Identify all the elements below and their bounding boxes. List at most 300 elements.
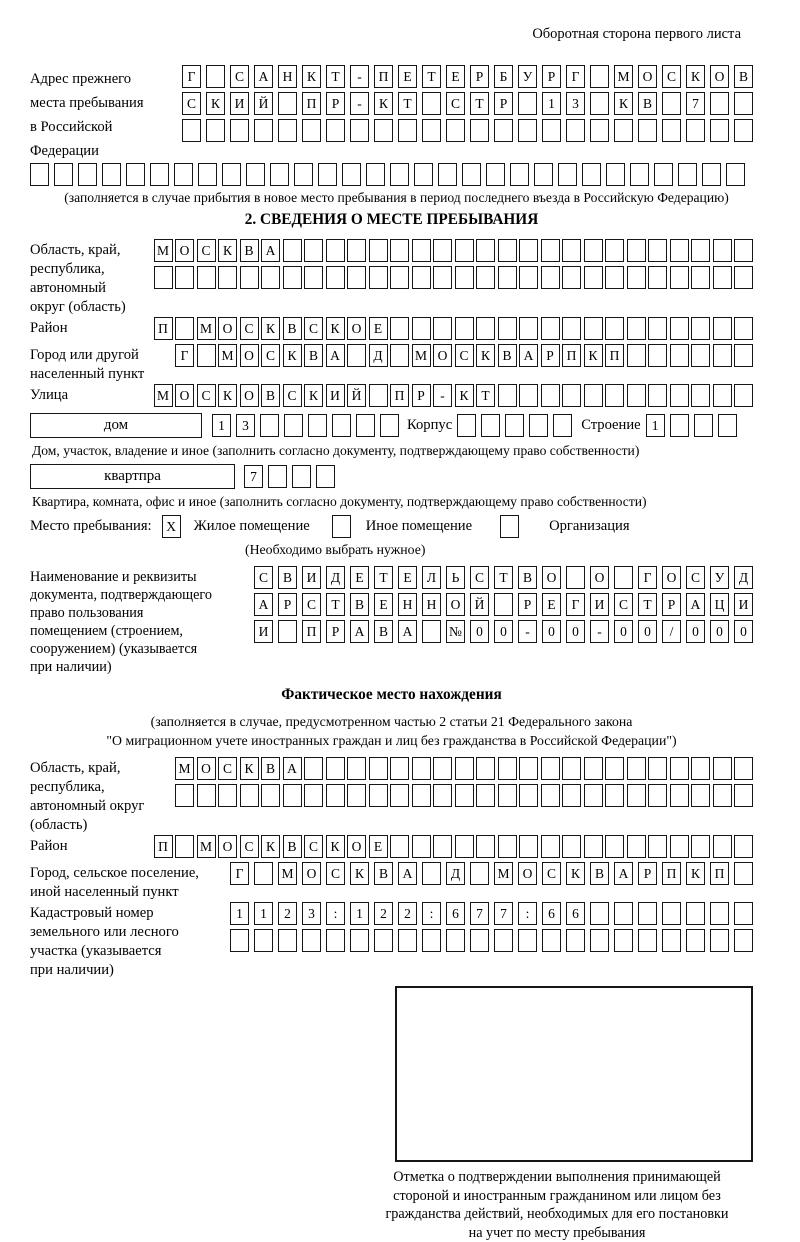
char-box	[78, 163, 97, 186]
char-box	[433, 757, 452, 780]
char-box: В	[498, 344, 517, 367]
char-box	[54, 163, 73, 186]
label-line: населенный пункт	[30, 365, 144, 384]
char-box: Р	[662, 593, 681, 616]
char-box	[734, 119, 753, 142]
char-box	[713, 317, 732, 340]
char-box	[326, 784, 345, 807]
char-box: 2	[374, 902, 393, 925]
char-box	[455, 239, 474, 262]
char-box	[662, 119, 681, 142]
char-box: К	[240, 757, 259, 780]
char-box: 0	[566, 620, 585, 643]
char-box	[332, 414, 351, 437]
char-box: С	[662, 65, 681, 88]
char-box-row	[182, 92, 753, 115]
char-box	[433, 835, 452, 858]
char-box	[206, 65, 225, 88]
char-box	[476, 239, 495, 262]
label-line: сооружением) (указывается	[30, 640, 212, 658]
char-box: К	[302, 65, 321, 88]
char-box	[734, 239, 753, 262]
char-box	[734, 317, 753, 340]
char-box: М	[154, 239, 173, 262]
char-box	[562, 784, 581, 807]
char-box: Н	[278, 65, 297, 88]
char-box: С	[261, 344, 280, 367]
char-box	[390, 266, 409, 289]
stamp-area	[395, 986, 753, 1162]
label-line: автономный	[30, 279, 126, 298]
char-box: В	[638, 92, 657, 115]
char-box	[582, 163, 601, 186]
char-box: П	[605, 344, 624, 367]
label-line: Адрес прежнего	[30, 67, 144, 91]
char-box: К	[686, 65, 705, 88]
char-box	[350, 929, 369, 952]
char-box: И	[254, 620, 273, 643]
char-box	[261, 784, 280, 807]
char-box	[446, 929, 465, 952]
char-box	[734, 862, 753, 885]
char-box: К	[326, 317, 345, 340]
char-box: Т	[494, 566, 513, 589]
char-box	[718, 414, 737, 437]
char-box	[590, 65, 609, 88]
char-box	[455, 317, 474, 340]
region3-label	[30, 757, 144, 835]
char-box: М	[197, 317, 216, 340]
char-box	[197, 266, 216, 289]
char-box	[662, 929, 681, 952]
char-box	[206, 119, 225, 142]
city3-label	[30, 862, 199, 902]
char-box	[222, 163, 241, 186]
char-box: Г	[230, 862, 249, 885]
char-box	[691, 757, 710, 780]
char-box	[605, 757, 624, 780]
char-box	[278, 92, 297, 115]
char-box: В	[374, 620, 393, 643]
char-box: У	[710, 566, 729, 589]
char-box: Д	[369, 344, 388, 367]
char-box	[691, 344, 710, 367]
char-box: :	[518, 902, 537, 925]
document-row	[30, 566, 753, 676]
char-box: Б	[494, 65, 513, 88]
char-box: Р	[470, 65, 489, 88]
char-box: Т	[476, 384, 495, 407]
char-box: О	[218, 835, 237, 858]
char-box	[102, 163, 121, 186]
city-row	[30, 344, 753, 384]
char-box	[648, 757, 667, 780]
char-box	[734, 835, 753, 858]
char-box	[584, 835, 603, 858]
char-box	[605, 239, 624, 262]
char-box: Г	[182, 65, 201, 88]
char-box	[398, 119, 417, 142]
char-box	[562, 317, 581, 340]
char-box	[734, 92, 753, 115]
char-box	[710, 92, 729, 115]
char-box: Й	[254, 92, 273, 115]
char-box: 3	[566, 92, 585, 115]
char-box: А	[398, 862, 417, 885]
char-box: 0	[494, 620, 513, 643]
char-box	[218, 266, 237, 289]
char-box	[605, 317, 624, 340]
char-box	[627, 835, 646, 858]
char-box	[670, 344, 689, 367]
char-box	[326, 929, 345, 952]
char-box: С	[230, 65, 249, 88]
char-box	[498, 757, 517, 780]
char-box: П	[390, 384, 409, 407]
char-box	[605, 835, 624, 858]
char-box	[455, 266, 474, 289]
char-box: Т	[326, 65, 345, 88]
char-box	[246, 163, 265, 186]
char-box	[713, 835, 732, 858]
char-box	[350, 119, 369, 142]
char-box	[590, 92, 609, 115]
char-box	[648, 266, 667, 289]
char-box: Р	[494, 92, 513, 115]
char-box: А	[614, 862, 633, 885]
page-side-note: Оборотная сторона первого листа	[30, 26, 741, 43]
char-box: С	[240, 317, 259, 340]
char-box	[662, 902, 681, 925]
char-box: М	[175, 757, 194, 780]
char-box	[519, 757, 538, 780]
label-line: Город или другой	[30, 346, 144, 365]
char-box	[230, 119, 249, 142]
char-box: Е	[350, 566, 369, 589]
char-box	[648, 835, 667, 858]
char-box	[412, 784, 431, 807]
char-box: В	[304, 344, 323, 367]
caption-line: на учет по месту пребывания	[361, 1224, 753, 1242]
char-box	[606, 163, 625, 186]
char-box: 1	[212, 414, 231, 437]
checkbox-residential: X	[162, 515, 181, 538]
char-box: А	[686, 593, 705, 616]
char-box: О	[590, 566, 609, 589]
char-box: К	[261, 317, 280, 340]
char-box	[326, 266, 345, 289]
char-box: М	[494, 862, 513, 885]
char-box: П	[562, 344, 581, 367]
char-box: П	[154, 317, 173, 340]
char-box: К	[584, 344, 603, 367]
char-box	[713, 384, 732, 407]
char-box: Д	[446, 862, 465, 885]
label-line: округ (область)	[30, 298, 126, 317]
char-box: 0	[542, 620, 561, 643]
char-box	[304, 784, 323, 807]
char-box-row	[154, 239, 754, 262]
house-note: Дом, участок, владение и иное (заполнить согласно документу, подтверждающему право собственности)	[32, 443, 753, 459]
region-boxes	[154, 239, 754, 293]
char-box: М	[218, 344, 237, 367]
char-box: 1	[646, 414, 665, 437]
char-box: 3	[236, 414, 255, 437]
apartment-note: Квартира, комната, офис и иное (заполнить согласно документу, подтверждающему право собственности)	[32, 494, 753, 510]
char-box: Т	[422, 65, 441, 88]
char-box-row	[230, 862, 753, 885]
char-box	[347, 266, 366, 289]
char-box	[627, 384, 646, 407]
char-box	[240, 784, 259, 807]
char-box	[369, 384, 388, 407]
char-box	[398, 929, 417, 952]
char-box-row-full	[30, 163, 753, 186]
char-box: В	[518, 566, 537, 589]
char-box	[542, 119, 561, 142]
label-line: республика,	[30, 778, 144, 797]
char-box	[240, 266, 259, 289]
char-box: Е	[542, 593, 561, 616]
char-box: Т	[374, 566, 393, 589]
char-box	[627, 239, 646, 262]
char-box: В	[283, 835, 302, 858]
char-box: Т	[470, 92, 489, 115]
char-box: П	[710, 862, 729, 885]
korpus-label: Корпус	[407, 417, 452, 434]
char-box: 6	[446, 902, 465, 925]
char-box	[541, 784, 560, 807]
char-box: 0	[470, 620, 489, 643]
char-box: 0	[686, 620, 705, 643]
char-box: Н	[398, 593, 417, 616]
char-box: Т	[326, 593, 345, 616]
char-box	[648, 784, 667, 807]
char-box	[278, 119, 297, 142]
char-box-row	[230, 929, 753, 952]
char-box	[614, 929, 633, 952]
char-box	[713, 344, 732, 367]
char-box	[494, 929, 513, 952]
char-box	[369, 784, 388, 807]
char-box	[627, 344, 646, 367]
char-box	[218, 784, 237, 807]
char-box: Е	[446, 65, 465, 88]
char-box	[390, 317, 409, 340]
char-box	[541, 266, 560, 289]
char-box	[390, 757, 409, 780]
label-line: Наименование и реквизиты	[30, 568, 212, 586]
char-box: О	[347, 835, 366, 858]
stay-type-label: Место пребывания:	[30, 518, 152, 535]
char-box: О	[446, 593, 465, 616]
char-box	[691, 835, 710, 858]
char-box	[648, 384, 667, 407]
char-box	[462, 163, 481, 186]
char-box	[326, 239, 345, 262]
city3-row	[30, 862, 753, 902]
char-box	[476, 784, 495, 807]
char-box-row	[154, 835, 754, 858]
char-box	[154, 266, 173, 289]
char-box	[519, 317, 538, 340]
char-box: А	[519, 344, 538, 367]
label-line: помещением (строением,	[30, 622, 212, 640]
char-box	[713, 239, 732, 262]
char-box	[347, 239, 366, 262]
apartment-field-label: квартпра	[30, 464, 235, 489]
char-box	[734, 344, 753, 367]
char-box-row	[175, 344, 753, 367]
char-box	[670, 384, 689, 407]
char-box: А	[398, 620, 417, 643]
char-box: О	[542, 566, 561, 589]
char-box: К	[686, 862, 705, 885]
section3-note-line1: (заполняется в случае, предусмотренном частью 2 статьи 21 Федерального закона	[30, 714, 753, 730]
char-box	[541, 757, 560, 780]
district3-row	[30, 835, 753, 862]
char-box-row	[154, 384, 754, 407]
char-box-row	[175, 757, 753, 780]
apartment-row	[30, 464, 753, 489]
char-box: Й	[347, 384, 366, 407]
char-box	[302, 929, 321, 952]
cadastre-label	[30, 902, 179, 980]
char-box	[438, 163, 457, 186]
char-box: 6	[566, 902, 585, 925]
char-box	[614, 119, 633, 142]
label-line: (область)	[30, 816, 144, 835]
char-box	[283, 784, 302, 807]
char-box	[670, 414, 689, 437]
char-box: Ь	[446, 566, 465, 589]
char-box	[150, 163, 169, 186]
char-box: К	[326, 835, 345, 858]
char-box	[390, 163, 409, 186]
char-box	[518, 929, 537, 952]
char-box	[541, 317, 560, 340]
char-box: Р	[518, 593, 537, 616]
char-box	[670, 757, 689, 780]
char-box	[476, 317, 495, 340]
option-residential-label: Жилое помещение	[194, 518, 310, 535]
char-box: 2	[398, 902, 417, 925]
char-box	[457, 414, 476, 437]
char-box	[614, 566, 633, 589]
caption-line: Отметка о подтверждении выполнения принимающей	[361, 1168, 753, 1187]
char-box	[302, 119, 321, 142]
char-box	[347, 784, 366, 807]
char-box	[30, 163, 49, 186]
label-line: Кадастровый номер	[30, 904, 179, 923]
char-box-row	[230, 902, 753, 925]
char-box	[316, 465, 335, 488]
char-box	[734, 757, 753, 780]
char-box	[590, 929, 609, 952]
option-other-premises-label: Иное помещение	[366, 518, 472, 535]
label-line: в Российской	[30, 115, 144, 139]
cadastre-row	[30, 902, 753, 980]
char-box: Е	[398, 566, 417, 589]
char-box: -	[350, 65, 369, 88]
street-label: Улица	[30, 384, 68, 405]
char-box	[558, 163, 577, 186]
char-box	[304, 239, 323, 262]
char-box-row	[254, 593, 753, 616]
char-box: К	[374, 92, 393, 115]
char-box	[648, 239, 667, 262]
char-box	[374, 929, 393, 952]
region-row	[30, 239, 753, 317]
char-box: К	[350, 862, 369, 885]
char-box	[470, 929, 489, 952]
char-box	[498, 835, 517, 858]
char-box	[486, 163, 505, 186]
char-box	[422, 92, 441, 115]
char-box: 1	[254, 902, 273, 925]
char-box: 0	[614, 620, 633, 643]
char-box: М	[278, 862, 297, 885]
char-box	[662, 92, 681, 115]
char-box: 0	[638, 620, 657, 643]
char-box	[498, 239, 517, 262]
char-box	[702, 163, 721, 186]
char-box	[292, 465, 311, 488]
label-line: право пользования	[30, 604, 212, 622]
char-box	[308, 414, 327, 437]
char-box: К	[566, 862, 585, 885]
char-box	[510, 163, 529, 186]
char-box: М	[614, 65, 633, 88]
char-box	[584, 317, 603, 340]
char-box	[278, 620, 297, 643]
char-box	[519, 835, 538, 858]
char-box: С	[240, 835, 259, 858]
char-box	[691, 384, 710, 407]
checkbox-organization	[500, 515, 519, 538]
char-box: -	[518, 620, 537, 643]
char-box	[562, 239, 581, 262]
char-box: С	[686, 566, 705, 589]
char-box	[278, 929, 297, 952]
char-box: 2	[278, 902, 297, 925]
char-box	[627, 317, 646, 340]
char-box: О	[175, 239, 194, 262]
char-box-row	[254, 620, 753, 643]
char-box: 6	[542, 902, 561, 925]
char-box	[605, 266, 624, 289]
char-box: В	[261, 757, 280, 780]
char-box	[519, 384, 538, 407]
char-box	[726, 163, 745, 186]
char-box	[260, 414, 279, 437]
char-box	[261, 266, 280, 289]
street-row	[30, 384, 753, 411]
char-box: С	[455, 344, 474, 367]
char-box: Р	[326, 620, 345, 643]
char-box: И	[734, 593, 753, 616]
label-line: Область, край,	[30, 759, 144, 778]
char-box	[197, 344, 216, 367]
char-box	[529, 414, 548, 437]
char-box: Г	[175, 344, 194, 367]
char-box: С	[326, 862, 345, 885]
char-box	[347, 344, 366, 367]
document-boxes	[254, 566, 753, 647]
label-line: земельного или лесного	[30, 923, 179, 942]
char-box	[710, 119, 729, 142]
char-box: 0	[710, 620, 729, 643]
